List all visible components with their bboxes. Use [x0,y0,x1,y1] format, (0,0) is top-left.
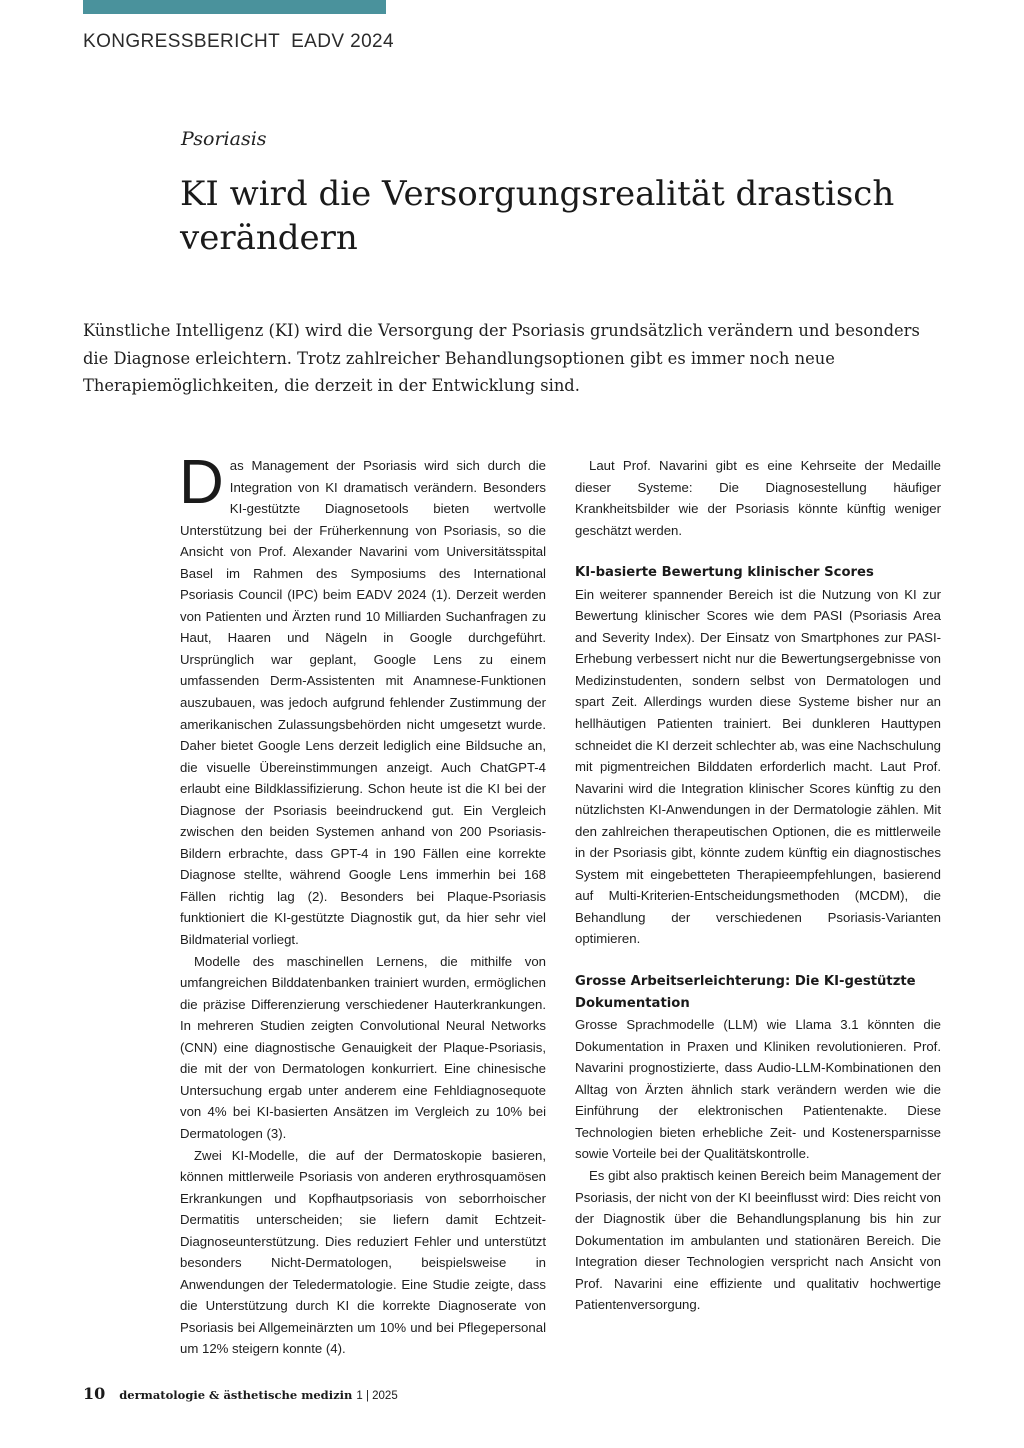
right-paragraph-4: Es gibt also praktisch keinen Bereich beim Management der Psoriasis, der nicht von der KI beeinflusst wird: Dies reicht von der Diagnostik über die Behandlungsplanung bis hin zur Dokumentation im ambulanten und stationären Bereich. Die Integration dieser Technologien verspricht nach Ansicht von Prof. Navarini eine effiziente und qualitativ hochwertige Patientenversorgung. [575,1167,941,1313]
left-paragraph-2: Modelle des maschinellen Lernens, die mithilfe von umfangreichen Bilddatenbanken trainiert wurden, ermöglichen die präzise Differenzierung verschiedener Hauterkrankungen. In mehreren Studien zeigten Convolutional Neural Networks (CNN) eine diagnostische Genauigkeit der Plaque-Psoriasis, die mit der von Dermatologen konkurriert. Eine chinesische Untersuchung ergab unter anderem eine Fehldiagnosequote von 4% bei KI-basierten Ansätzen im Vergleich zu 10% bei Dermatologen (3). [180,953,546,1141]
left-column [179,448,546,1360]
section-label: KONGRESSBERICHT EADV 2024 [83,31,394,52]
left-paragraph-3: Zwei KI-Modelle, die auf der Dermatoskopie basieren, können mittlerweile Psoriasis von anderen erythrosquamösen Erkrankungen und Kopfhautpsoriasis von seborrhoischer Dermatitis unterscheiden; sie liefern damit Echtzeit-Diagnoseunterstützung. Dies reduziert Fehler und unterstützt besonders Nicht-Dermatologen, beispielsweise in Anwendungen der Teledermatologie. Eine Studie zeigte, dass die Unterstützung durch KI die korrekte Diagnoserate von Psoriasis bei Allgemeinärzten um 10% und bei Pflegepersonal um 12% steigern konnte (4). [180,1147,546,1357]
right-paragraph-1: Laut Prof. Navarini gibt es eine Kehrseite der Medaille dieser Systeme: Die Diagnosestellung häufiger Krankheitsbilder wie der Psoriasis könnte künftig weniger geschätzt werden. [575,458,941,538]
left-paragraph-1 [179,448,546,951]
subheading-documentation: Grosse Arbeitserleichterung: Die KI-gestützte Dokumentation [575,974,916,1011]
magazine-name: dermatologie & ästhetische medizin [119,1388,353,1402]
issue-label: 1 | 2025 [356,1390,398,1402]
article-title: KI wird die Versorgungsrealität drastisch verändern [180,174,895,258]
subheading-scores: KI-basierte Bewertung klinischer Scores [575,565,874,581]
header-accent-bar [83,0,386,14]
article-kicker: Psoriasis [181,128,267,150]
article-lead: Künstliche Intelligenz (KI) wird die Versorgung der Psoriasis grundsätzlich verändern und besonders die Diagnose erleichtern. Trotz zahlreicher Behandlungsoptionen gibt es immer noch neue Therapiemöglichkeiten, die derzeit in der Entwicklung sind. [83,321,920,395]
drop-cap: D [179,448,224,517]
page-footer [83,1384,398,1403]
left-paragraph-1-text: as Management der Psoriasis wird sich durch die Integration von KI dramatisch verändern. Besonders KI-gestützte Diagnosetools bieten wertvolle Unterstützung bei der Früherkennung von Psoriasis, so die Ansicht von Prof. Alexander Navarini vom Universitätsspital Basel im Rahmen des Symposiums des International Psoriasis Council (IPC) beim EADV 2024 (1). Derzeit werden von Patienten und Ärzten rund 10 Milliarden Suchanfragen zu Haut, Haaren und Nägeln in Google durchgeführt. Ursprünglich war geplant, Google Lens zu einem umfassenden Derm-Assistenten mit Anamnese-Funktionen auszubauen, was jedoch aufgrund fehlender Zustimmung der amerikanischen Zulassungsbehörden nicht umgesetzt wurde. Daher bietet Google Lens derzeit lediglich eine Bildsuche an, die visuelle Übereinstimmungen anzeigt. Auch ChatGPT-4 erlaubt eine Bildklassifizierung. Schon heute ist die KI bei der Diagnose der Psoriasis beeindruckend gut. Ein Vergleich zwischen den beiden Systemen anhand von 200 Psoriasis-Bildern erbrachte, dass GPT-4 in 190 Fällen eine korrekte Diagnose stellte, während Google Lens immerhin bei 168 Fällen richtig lag (2). Besonders bei Plaque-Psoriasis funktioniert die KI-gestützte Diagnostik gut, da hier sehr viel Bildmaterial vorliegt. [180,458,546,948]
right-paragraph-2: Ein weiterer spannender Bereich ist die Nutzung von KI zur Bewertung klinischer Scores wie dem PASI (Psoriasis Area and Severity Index). Der Einsatz von Smartphones zur PASI-Erhebung verbessert nicht nur die Bewertungsergebnisse von Medizinstudenten, sondern selbst von Dermatologen und spart Zeit. Allerdings wurden diese Systeme bisher nur an hellhäutigen Patienten trainiert. Bei dunkleren Hauttypen schneidet die KI derzeit schlechter ab, was eine Nachschulung mit pigmentreichen Bilddaten erforderlich macht. Laut Prof. Navarini wird die Integration klinischer Scores künftig zu den nützlichsten KI-Anwendungen in der Dermatologie zählen. Mit den zahlreichen therapeutischen Optionen, die es mittlerweile in der Psoriasis gibt, könnte zudem künftig ein diagnostisches System mit eingebetteten Therapieempfehlungen, basierend auf Multi-Kriterien-Entscheidungsmethoden (MCDM), die Behandlung der verschiedenen Psoriasis-Varianten optimieren. [575,586,941,947]
right-column [575,455,941,1316]
right-paragraph-3: Grosse Sprachmodelle (LLM) wie Llama 3.1 könnten die Dokumentation in Praxen und Kliniken revolutionieren. Prof. Navarini prognostizierte, dass Audio-LLM-Kombinationen den Alltag von Ärzten ähnlich stark verändern werden wie die Einführung der elektronischen Patientenakte. Diese Technologien bieten erhebliche Zeit- und Kostenersparnisse sowie Vorteile bei der Qualitätskontrolle. [575,1017,941,1162]
page-number: 10 [83,1384,106,1403]
